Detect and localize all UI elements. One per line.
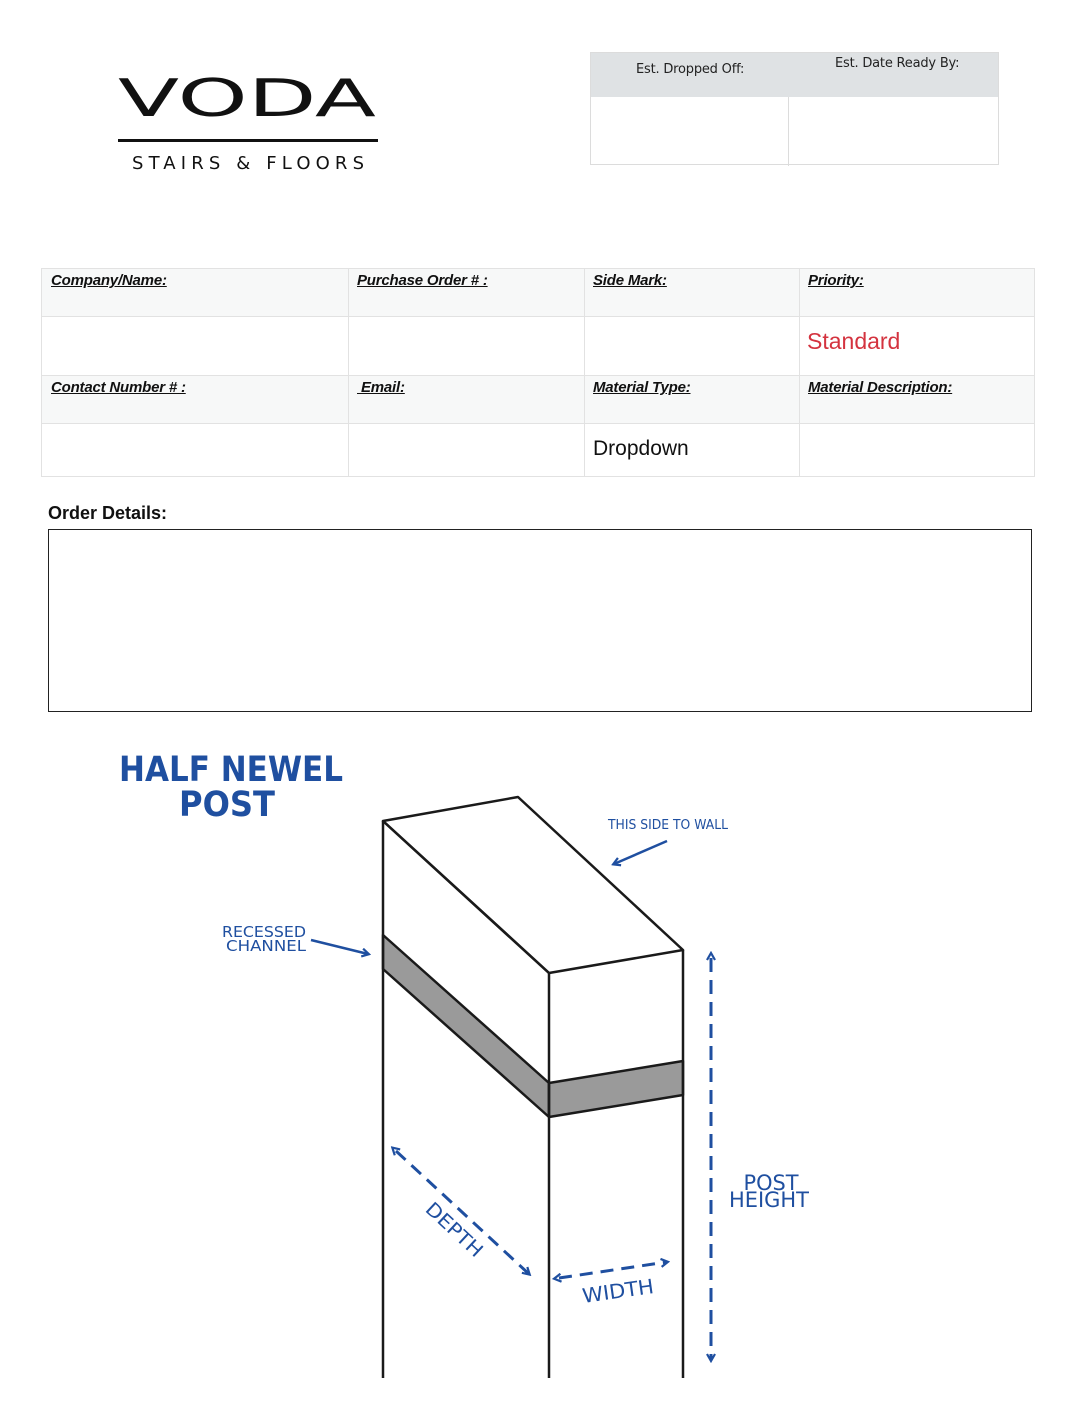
- logo-tagline: STAIRS & FLOORS: [132, 153, 364, 174]
- side-mark-label: Side Mark:: [593, 272, 667, 289]
- material-type-label: Material Type:: [593, 379, 691, 396]
- recessed-channel-band: [383, 935, 549, 1117]
- column-divider: [584, 269, 585, 476]
- wall-side-label: THIS SIDE TO WALL: [607, 818, 729, 833]
- width-label: WIDTH: [580, 1274, 652, 1308]
- logo-wordmark: VODA: [118, 69, 377, 129]
- depth-label: DEPTH: [420, 1198, 483, 1258]
- priority-dropdown[interactable]: Standard: [807, 328, 901, 354]
- channel-label-line2: CHANNEL: [226, 937, 307, 955]
- wall-arrow: [614, 841, 667, 864]
- logo-rule: [118, 139, 378, 142]
- material-type-dropdown[interactable]: Dropdown: [593, 437, 689, 460]
- contact-number-label: Contact Number # :: [51, 379, 186, 396]
- diagram-title-line2: POST: [179, 785, 276, 825]
- company-name-label: Company/Name:: [51, 272, 167, 289]
- info-value-row-2: [42, 424, 1034, 477]
- material-description-label: Material Description:: [808, 379, 953, 396]
- channel-label-line1: RECESSED: [222, 923, 306, 941]
- channel-arrow: [311, 940, 368, 954]
- est-ready-by-field[interactable]: [789, 97, 999, 165]
- depth-arrow: [396, 1151, 529, 1274]
- order-details-title: Order Details:: [48, 503, 168, 523]
- order-details-field[interactable]: [48, 529, 1032, 712]
- info-header-row-1: [42, 269, 1034, 317]
- est-dropped-off-label: Est. Dropped Off:: [636, 62, 745, 77]
- voda-logo: [118, 66, 378, 176]
- priority-label: Priority:: [808, 272, 864, 289]
- column-divider: [348, 269, 349, 476]
- diagram-title-line1: HALF NEWEL: [119, 750, 343, 790]
- post-height-label-line1: POST: [743, 1171, 799, 1195]
- est-dropped-off-field[interactable]: [591, 97, 788, 165]
- estimate-dates-box: [590, 52, 999, 165]
- half-newel-post-diagram: [0, 740, 1088, 1408]
- est-ready-by-label: Est. Date Ready By:: [835, 56, 960, 71]
- post-height-label-line2: HEIGHT: [729, 1188, 810, 1212]
- column-divider: [799, 269, 800, 476]
- order-info-table: [41, 268, 1035, 477]
- email-label: Email:: [357, 379, 405, 396]
- purchase-order-label: Purchase Order # :: [357, 272, 488, 289]
